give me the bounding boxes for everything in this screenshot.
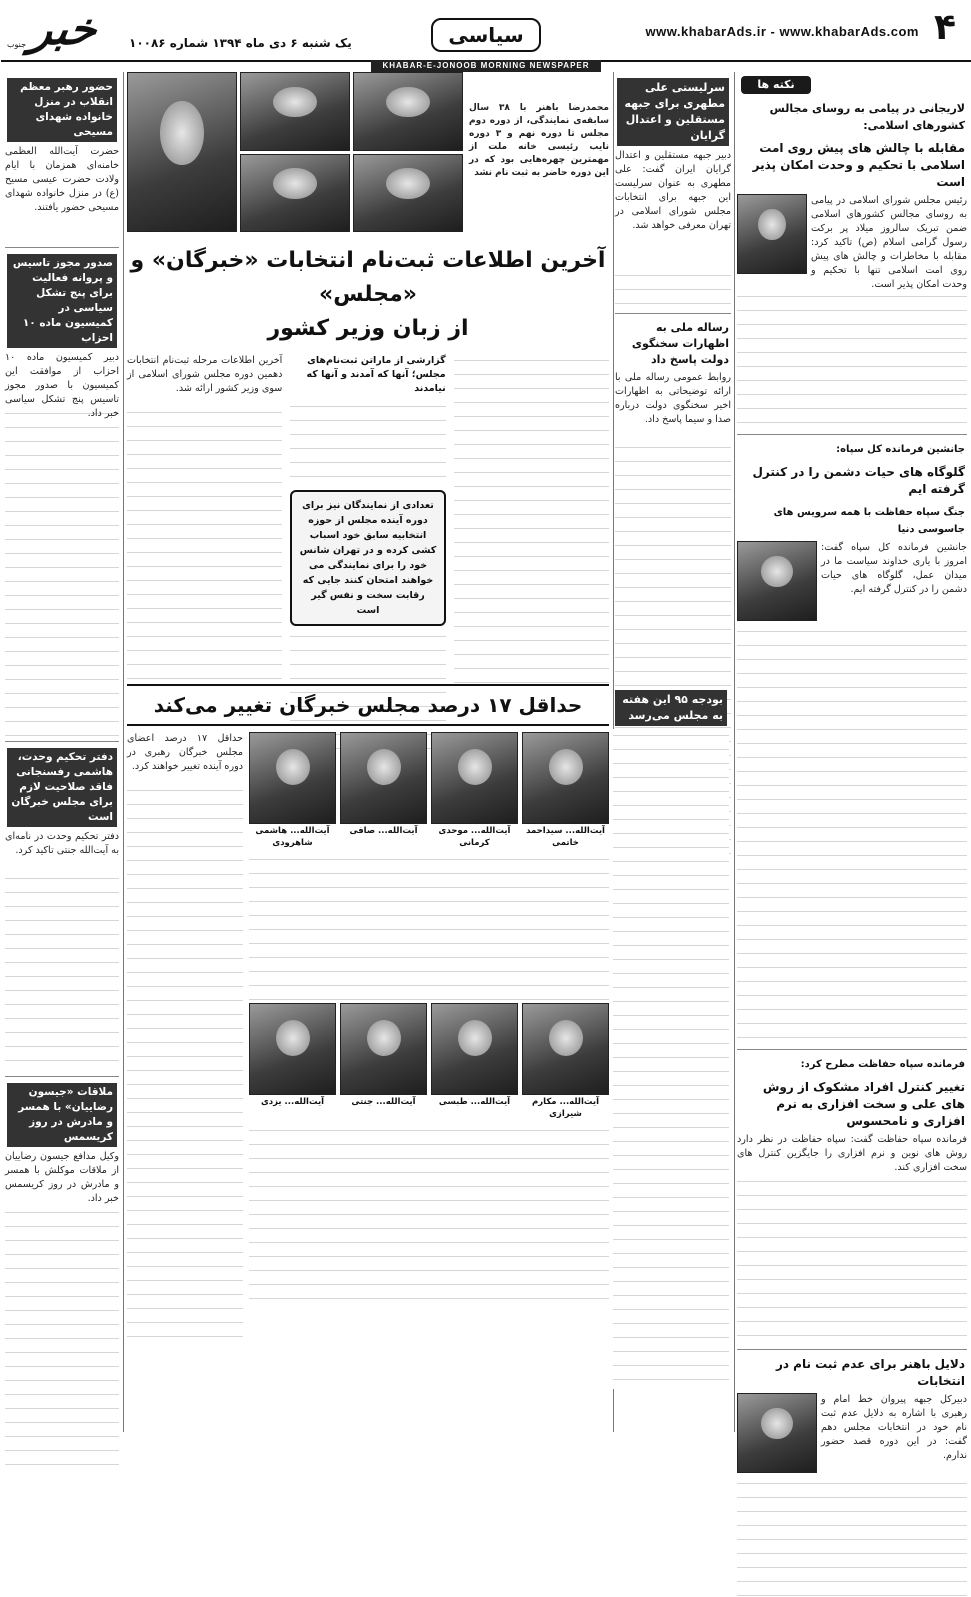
text-block [290, 400, 445, 490]
lead-story [127, 72, 609, 676]
article-headline: بودجه ۹۵ این هفته به مجلس می‌رسد [615, 690, 727, 726]
right-column [737, 72, 967, 1461]
portrait-photo [353, 72, 463, 151]
dateline: یک شنبه ۶ دی ماه ۱۳۹۴ شماره ۱۰۰۸۶ [129, 36, 352, 50]
portrait-photo [431, 732, 518, 824]
text-block [5, 872, 119, 1072]
article-headline: رساله ملی به اظهارات سخنگوی دولت پاسخ داد [631, 321, 729, 366]
article-headline: ملاقات «جیسون رضاییان» با همسر و مادرش در روز کریسمس [7, 1083, 117, 1147]
article-headline: حضور رهبر معظم انقلاب در منزل خانواده شهدای مسیحی [7, 78, 117, 142]
story-subhead: گزارشی از ماراتن ثبت‌نام‌های مجلس؛ آنها که آمدند و آنها که نیامدند [306, 355, 446, 394]
lead-paragraph: آخرین اطلاعات مرحله ثبت‌نام انتخابات دهمین دوره مجلس شورای اسلامی از سوی وزیر کشور ارائه شد. [127, 355, 283, 394]
portrait-caption: آیت‌الله... موحدی کرمانی [438, 826, 511, 848]
article-headline: دلایل باهنر برای عدم ثبت نام در انتخابات [775, 1357, 965, 1388]
section-label: سیاسی [431, 18, 541, 52]
newspaper-logo [5, 2, 123, 58]
portrait-caption: آیت‌الله... سیداحمد خاتمی [526, 826, 605, 848]
portrait-photo [522, 732, 609, 824]
portrait-photo [737, 194, 807, 274]
portrait-caption: آیت‌الله... مکارم شیرازی [532, 1097, 599, 1119]
text-block [127, 406, 282, 686]
portrait-photo [240, 72, 350, 151]
text-block [127, 784, 243, 1344]
text-column [454, 354, 609, 694]
portrait-photo [249, 732, 336, 824]
bottom-headline: حداقل ۱۷ درصد مجلس خبرگان تغییر می‌کند [127, 684, 609, 726]
portrait-photo [249, 1003, 336, 1095]
article-body: دبیرکل جبهه پیروان خط امام و رهبری با اشاره به دلایل عدم ثبت نام خود در انتخابات مجلس دهم گفت: در این دوره قصد حضور ندارم. [821, 1394, 967, 1461]
page-number: ۴ [934, 7, 956, 48]
portrait-caption: آیت‌الله... جنتی [351, 1097, 416, 1107]
portrait-caption: آیت‌الله... صافی [349, 826, 418, 836]
text-block [5, 407, 119, 737]
text-block [249, 853, 609, 1003]
notes-box-label: نکته ها [741, 76, 811, 94]
portrait-caption: آیت‌الله... هاشمی شاهرودی [255, 826, 330, 848]
minister-photo [127, 72, 237, 232]
article-headline: گلوگاه های حیات دشمن را در کنترل گرفته ایم [752, 465, 965, 496]
portrait-caption: آیت‌الله... یزدی [260, 1097, 325, 1107]
left-column [5, 72, 119, 1432]
site-url[interactable]: www.khabarAds.ir - www.khabarAds.com [645, 24, 919, 39]
portrait-photo [522, 1003, 609, 1095]
portrait-caption: آیت‌الله... طبسی [438, 1097, 511, 1107]
portrait-photo [340, 732, 427, 824]
article-headline: مقابله با چالش های پیش روی امت اسلامی با تحکیم و وحدت امکان پذیر است [752, 141, 965, 189]
text-block [737, 290, 967, 430]
text-block [737, 1175, 967, 1345]
portrait-photo [240, 154, 350, 233]
text-block [249, 1124, 609, 1304]
article-headline: تغییر کنترل افراد مشکوک از روش های علی و سخت افزاری به نرم افزاری و نامحسوس [762, 1080, 965, 1128]
article-body: حداقل ۱۷ درصد اعضای مجلس خبرگان رهبری در دوره آینده تغییر خواهند کرد. [127, 733, 243, 772]
portrait-photo [340, 1003, 427, 1095]
masthead [1, 0, 971, 62]
portrait-photo [431, 1003, 518, 1095]
article-headline: سرلیستی علی مطهری برای جبهه مستقلین و اعتدال گرایان [617, 78, 729, 146]
text-block [5, 1206, 119, 1466]
article-kicker: لاریجانی در پیامی به روسای مجالس کشورهای اسلامی: [769, 102, 965, 132]
article-kicker: فرمانده سپاه حفاظت مطرح کرد: [800, 1059, 965, 1070]
article-body: وکیل مدافع جیسون رضاییان از ملاقات موکلش با همسر و مادرش در روز کریسمس خبر داد. [5, 1151, 119, 1204]
photo-caption: محمدرضا باهنر با ۳۸ سال سابقه‌ی نمایندگی، از دوره دوم مجلس تا دوره نهم و ۳ دوره نایب رئیسی خانه ملت از مهمترین چهره‌هایی بود که در این دوره حاضر به ثبت نام نشد [469, 103, 610, 178]
logo-text: خبر [27, 4, 101, 55]
masthead-band: KHABAR-E-JONOOB MORNING NEWSPAPER [371, 60, 601, 72]
portrait-photo [737, 541, 817, 621]
article-body: فرمانده سپاه حفاظت گفت: سپاه حفاظت در نظر دارد روش های نوین و نرم افزاری را جایگزین کنترل های سخت افزاری کند. [737, 1134, 967, 1173]
lead-subheadline: از زبان وزیر کشور [267, 316, 469, 341]
portrait-photo [353, 154, 463, 233]
article-body: دفتر تحکیم وحدت در نامه‌ای به آیت‌الله جنتی تاکید کرد. [5, 831, 119, 856]
article-kicker: جانشین فرمانده کل سپاه: [836, 444, 965, 455]
pull-quote: تعدادی از نمایندگان نیز برای دوره آینده مجلس از حوزه انتخابیه سابق خود اسباب کشی کرده و در تهران شانس خود را برای نمایندگی می خواهند امتحان کنند جایی که رقابت سخت و نفس گیر است [290, 490, 445, 626]
text-block [615, 269, 731, 309]
text-block [613, 729, 729, 1389]
budget-sidebar [613, 684, 729, 1432]
column-rule [123, 72, 124, 1432]
text-block [737, 1477, 967, 1597]
article-body: حضرت آیت‌الله العظمی خامنه‌ای همزمان با ایام ولادت حضرت عیسی مسیح (ع) در منزل خانواده شهدای مسیحی حضور یافتند. [5, 146, 119, 213]
article-body: دبیر کمیسیون ماده ۱۰ احزاب از موافقت این کمیسیون با صدور مجوز تاسیس پنج تشکل سیاسی خبر داد. [5, 352, 119, 419]
article-body: جانشین فرمانده کل سپاه گفت: امروز با یاری خداوند سیاست ما در میدان عمل، گلوگاه های حیات دشمن را در کنترل گرفته ایم. [821, 542, 967, 595]
text-block [737, 625, 967, 1045]
article-body: رئیس مجلس شورای اسلامی در پیامی به روسای مجالس کشورهای اسلامی ضمن تبریک سالروز میلاد پر برکت رسول گرامی اسلام (ص) تاکید کرد: مقابله با مخاطرات و چالش های پیش روی امت اسلامی تنها با تحکیم و وحدت امکان پذیر است. [811, 195, 967, 290]
logo-tag: جنوب [7, 40, 27, 49]
portrait-photo [737, 1393, 817, 1473]
lead-headline: آخرین اطلاعات ثبت‌نام انتخابات «خبرگان» و «مجلس» [130, 248, 606, 307]
article-body: دبیر جبهه مستقلین و اعتدال گرایان ایران گفت: علی مطهری به عنوان سرلیست این جبهه برای انتخابات مجلس شورای اسلامی در تهران معرفی خواهد شد. [615, 150, 731, 231]
bottom-story [127, 684, 609, 1432]
article-subheadline: جنگ سپاه حفاظت با همه سرویس های جاسوسی دنیا [773, 507, 965, 535]
article-body: روابط عمومی رساله ملی با ارائه توضیحاتی به اظهارات اخیر سخنگوی دولت درباره صدا و سیما پاسخ داد. [615, 372, 731, 425]
column-rule [734, 72, 735, 1432]
article-headline: دفتر تحکیم وحدت، هاشمی رفسنجانی فاقد صلاحیت لازم برای مجلس خبرگان است [7, 748, 117, 827]
article-headline: صدور مجوز تاسیس و پروانه فعالیت برای پنج تشکل سیاسی در کمیسیون ماده ۱۰ احزاب [7, 254, 117, 348]
